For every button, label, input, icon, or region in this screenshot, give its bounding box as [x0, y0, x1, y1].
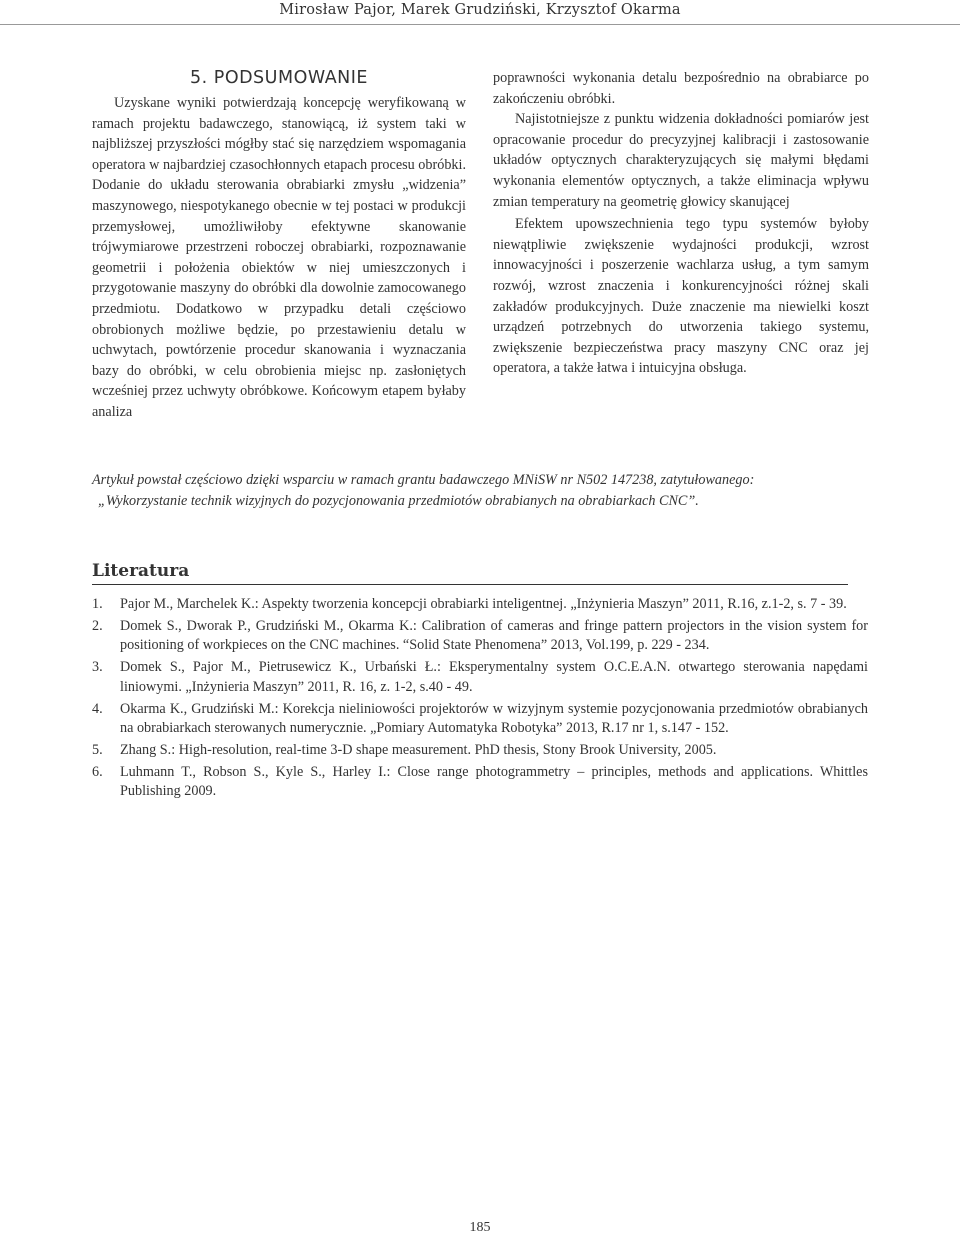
reference-text: Zhang S.: High-resolution, real-time 3-D shape measurement. PhD thesis, Stony Brook University, 2005. [120, 741, 717, 758]
reference-number: 6. [92, 763, 103, 780]
section-heading-summary: 5. PODSUMOWANIE [190, 68, 368, 88]
reference-text: Domek S., Dworak P., Grudziński M., Okarma K.: Calibration of cameras and fringe pattern projectors in the vision system for positioning of workpieces on the CNC machines. “Solid State Phenomena” 2013, Vol.199, p. 229 - 234. [120, 617, 868, 654]
left-column [92, 66, 466, 423]
literature-heading: Literatura [92, 558, 848, 585]
right-paragraph-3: Efektem upowszechnienia tego typu systemów byłoby niewątpliwie zwiększenie wydajności produkcji, wzrost innowacyjności i poszerzenie wachlarza usług, a tym samym rozwój, wzrost znaczenia i konkurencyjności różnej skali zakładów produkcyjnych. Duże znaczenie ma niewielki koszt urządzeń potrzebnych do utworzenia takiego systemu, zwiększenie bezpieczeństwa pracy maszyny CNC oraz jej operatora, a także łatwa i intuicyjna obsługa. [493, 216, 869, 377]
reference-item [92, 763, 868, 802]
reference-text: Domek S., Pajor M., Pietrusewicz K., Urbański Ł.: Eksperymentalny system O.C.E.A.N. otwartego sterowania napędami liniowymi. „Inżynieria Maszyn” 2011, R. 16, z. 1-2, s.40 - 49. [120, 659, 868, 695]
reference-item [92, 700, 868, 739]
reference-number: 3. [92, 659, 103, 676]
right-paragraph-2: Najistotniejsze z punktu widzenia dokładności pomiarów jest opracowanie procedur do precyzyjnej kalibracji i zastosowanie układów optycznych charakteryzujących się małymi błędami wykonania elementów optycznych, a także eliminacja wpływu zmian temperatury na geometrię głowicy skanującej [493, 111, 869, 210]
reference-text: Pajor M., Marchelek K.: Aspekty tworzenia koncepcji obrabiarki inteligentnej. „Inżynieria Maszyn” 2011, R.16, z.1-2, s. 7 - 39. [120, 596, 847, 612]
right-column [493, 68, 869, 379]
reference-number: 4. [92, 700, 103, 717]
right-paragraph-1: poprawności wykonania detalu bezpośrednio na obrabiarce po zakończeniu obróbki. [493, 70, 869, 107]
funding-line-2: „Wykorzystanie technik wizyjnych do pozycjonowania przedmiotów obrabianych na obrabiarkach CNC”. [98, 493, 699, 509]
reference-item [92, 741, 868, 761]
reference-list [92, 595, 868, 804]
reference-number: 2. [92, 617, 103, 634]
reference-text: Luhmann T., Robson S., Kyle S., Harley I.: Close range photogrammetry – principles, methods and applications. Whittles Publishing 2009. [120, 763, 868, 800]
reference-item [92, 617, 868, 656]
reference-number: 5. [92, 741, 103, 758]
header-authors: Mirosław Pajor, Marek Grudziński, Krzysztof Okarma [279, 2, 681, 18]
reference-item [92, 595, 868, 615]
funding-note [92, 470, 872, 512]
running-header [0, 0, 960, 25]
reference-item [92, 658, 868, 697]
reference-text: Okarma K., Grudziński M.: Korekcja nieliniowości projektorów w wizyjnym systemie pozycjonowania przedmiotów obrabianych na obrabiarkach sterowanych numerycznie. „Pomiary Automatyka Robotyka” 2013, R.17 nr 1, s.147 - 152. [120, 700, 868, 737]
reference-number: 1. [92, 596, 103, 612]
funding-line-1: Artykuł powstał częściowo dzięki wsparciu w ramach grantu badawczego MNiSW nr N502 147238, zatytułowanego: [92, 472, 755, 488]
page-number: 185 [469, 1220, 491, 1235]
summary-paragraph: Uzyskane wyniki potwierdzają koncepcję weryfikowaną w ramach projektu badawczego, stanowiącą, iż system taki w najbliższej przyszłości mógłby stać się narzędziem wspomagania operatora w najbardziej czasochłonnych etapach procesu obróbki. Dodanie do układu sterowania obrabiarki zmysłu „widzenia” maszynowego, niespotykanego obecnie w tej postaci w produkcji przemysłowej, umożliwiłoby efektywne skanowanie trójwymiarowe przestrzeni roboczej obrabiarki, rozpoznawanie geometrii i położenia obiektów w niej umieszczonych i przygotowanie maszyny do obróbki dla dowolnie zamocowanego przedmiotu. Dodatkowo w przypadku detali częściowo obrobionych możliwe będzie, po przestawieniu detalu w uchwytach, powtórzenie procedur skanowania i wyznaczania bazy do obróbki, w celu obrobienia miejsc np. zasłoniętych wcześniej przez uchwyty obróbkowe. Końcowym etapem byłaby analiza [92, 95, 466, 420]
